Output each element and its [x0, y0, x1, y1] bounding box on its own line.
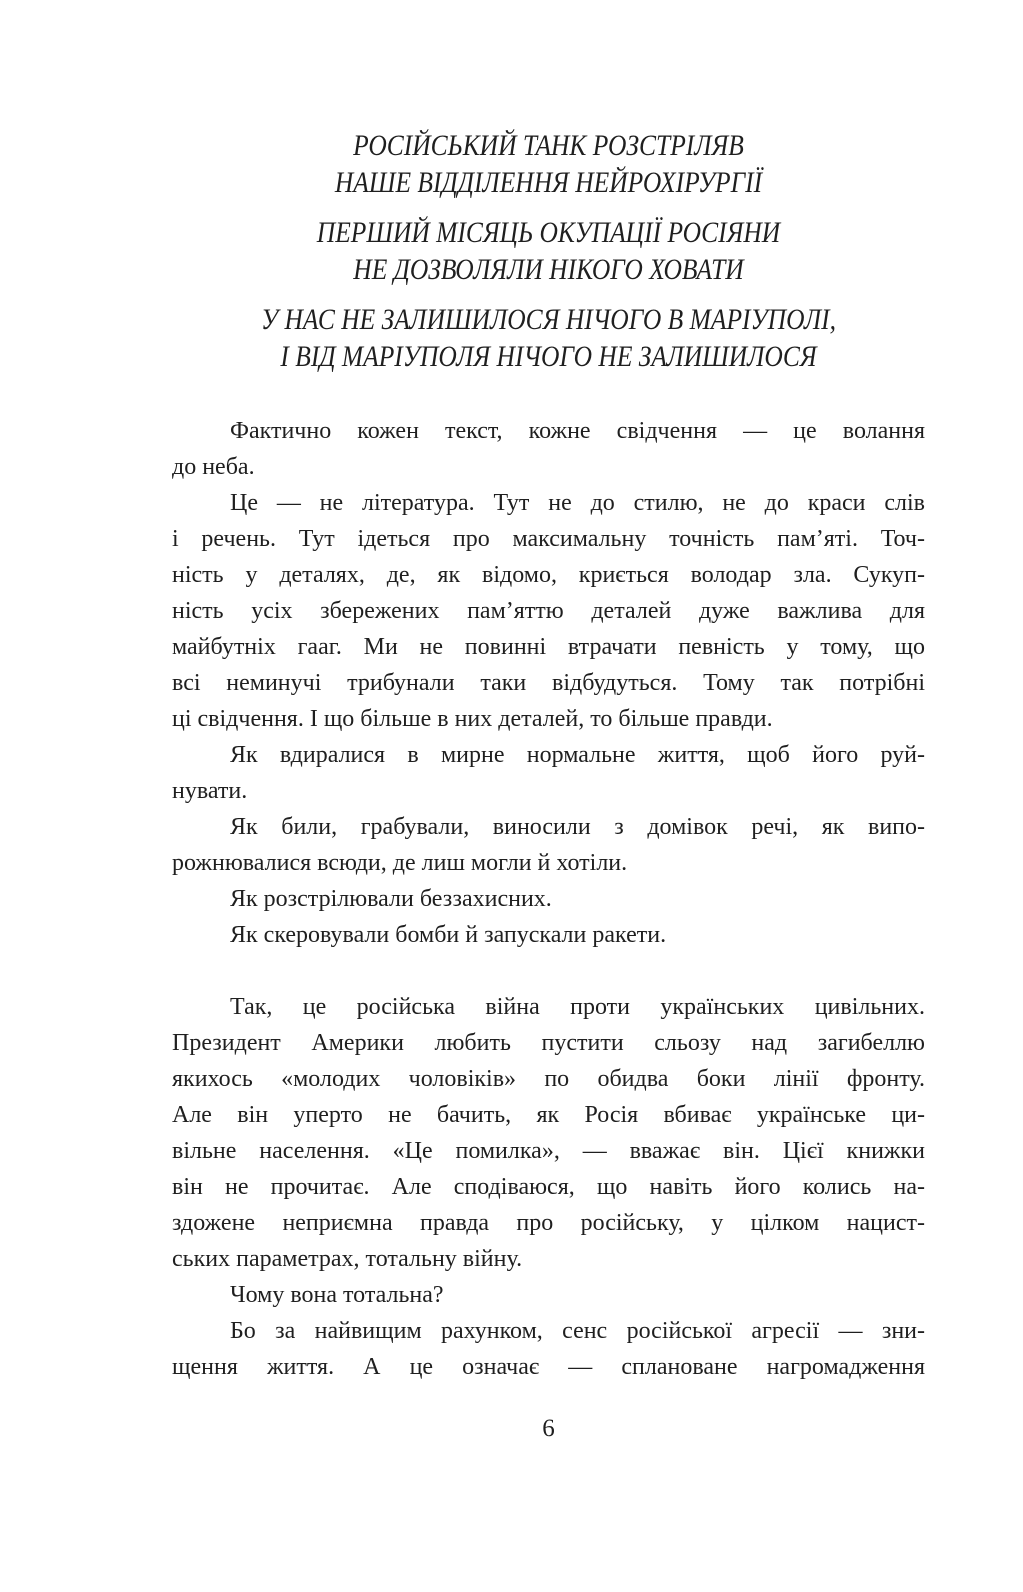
body-line: ність у деталях, де, як відомо, криється володар зла. Сукуп-	[172, 562, 925, 588]
chapter-headings	[172, 127, 925, 375]
section-heading-3	[172, 301, 925, 375]
body-line: Як скеровували бомби й запускали ракети.	[230, 922, 667, 948]
body-line: якихось «молодих чоловіків» по обидва боки лінії фронту.	[172, 1066, 925, 1092]
heading-line: РОСІЙСЬКИЙ ТАНК РОЗСТРІЛЯВ	[353, 129, 744, 162]
heading-line: ПЕРШИЙ МІСЯЦЬ ОКУПАЦІЇ РОСІЯНИ	[316, 216, 781, 249]
body-line: майбутніх гааг. Ми не повинні втрачати певність у тому, що	[172, 634, 925, 660]
body-line: Це — не література. Тут не до стилю, не до краси слів	[230, 490, 925, 516]
body-line: здожене неприємна правда про російську, у цілком нацист-	[172, 1210, 925, 1236]
body-line: Так, це російська війна проти українських цивільних.	[230, 994, 925, 1020]
body-line: ці свідчення. І що більше в них деталей, то більше правди.	[172, 706, 773, 732]
body-line: Як вдиралися в мирне нормальне життя, щоб його руй-	[230, 742, 925, 768]
body-line: нувати.	[172, 778, 248, 804]
section-heading-2	[172, 214, 925, 288]
body-line: Фактично кожен текст, кожне свідчення — це волання	[230, 418, 925, 444]
body-line: всі неминучі трибунали таки відбудуться. Тому так потрібні	[172, 670, 925, 696]
body-line: Президент Америки любить пустити сльозу над загибеллю	[172, 1030, 925, 1056]
heading-line: НЕ ДОЗВОЛЯЛИ НІКОГО ХОВАТИ	[353, 253, 744, 286]
body-line: Бо за найвищим рахунком, сенс російської агресії — зни-	[230, 1318, 925, 1344]
body-line: вільне населення. «Це помилка», — вважає він. Цієї книжки	[172, 1138, 925, 1164]
heading-line: НАШЕ ВІДДІЛЕННЯ НЕЙРОХІРУРГІЇ	[334, 166, 763, 199]
body-line: до неба.	[172, 454, 255, 480]
body-line: щення життя. А це означає — сплановане нагромадження	[172, 1354, 925, 1380]
body-text	[172, 413, 925, 1385]
body-line: рожнювалися всюди, де лиш могли й хотіли.	[172, 850, 628, 876]
body-line: Чому вона тотальна?	[230, 1282, 444, 1308]
body-line: Але він уперто не бачить, як Росія вбиває українське ци-	[172, 1102, 925, 1128]
body-line: і речень. Тут ідеться про максимальну точність пам’яті. Точ-	[172, 526, 925, 552]
section-heading-1	[172, 127, 925, 201]
page-number: 6	[542, 1415, 555, 1442]
body-line: ність усіх збережених пам’яттю деталей дуже важлива для	[172, 598, 925, 624]
body-line: він не прочитає. Але сподіваюся, що навіть його колись на-	[172, 1174, 925, 1200]
body-line: ських параметрах, тотальну війну.	[172, 1246, 523, 1272]
body-line: Як розстрілювали беззахисних.	[230, 886, 552, 912]
heading-line: І ВІД МАРІУПОЛЯ НІЧОГО НЕ ЗАЛИШИЛОСЯ	[280, 340, 817, 373]
heading-line: У НАС НЕ ЗАЛИШИЛОСЯ НІЧОГО В МАРІУПОЛІ,	[260, 303, 837, 336]
section-break	[172, 953, 925, 989]
body-line: Як били, грабували, виносили з домівок речі, як випо-	[230, 814, 925, 840]
